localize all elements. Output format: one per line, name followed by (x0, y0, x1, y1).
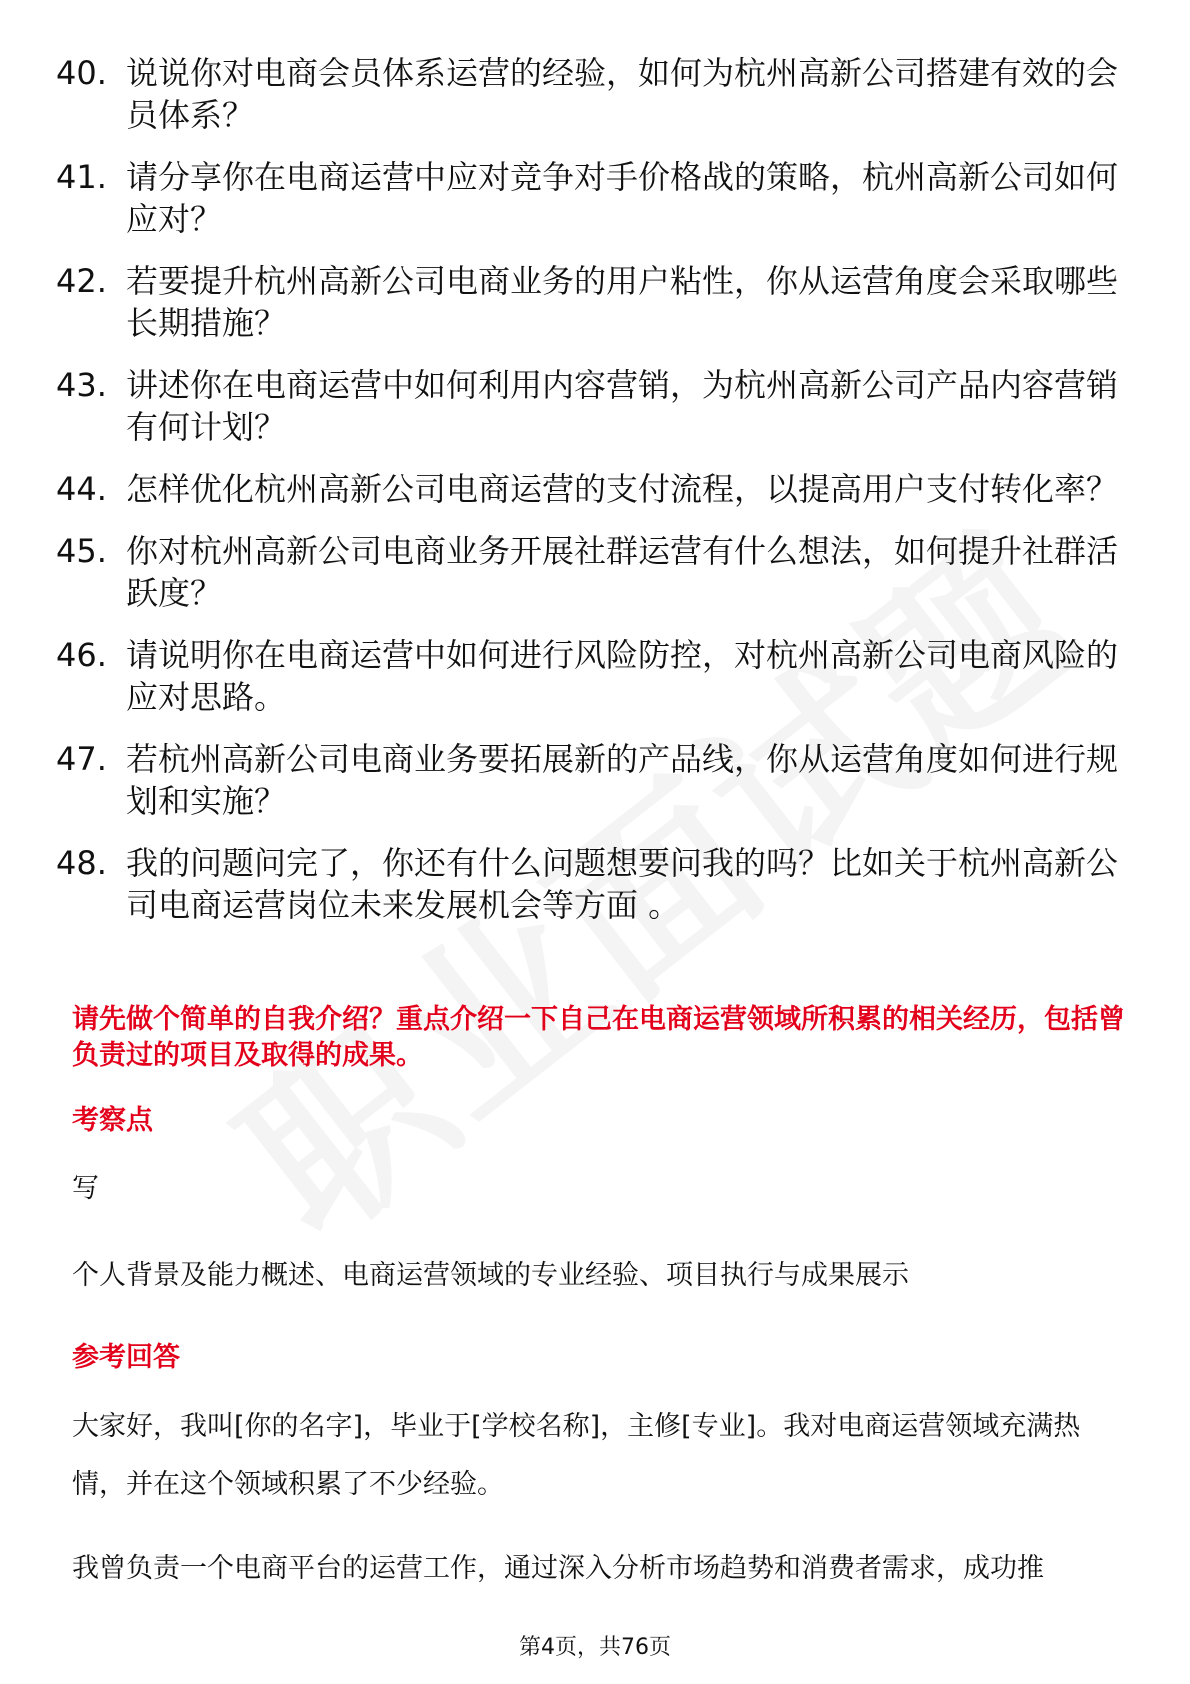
write-prompt: 写 (72, 1173, 99, 1204)
reference-answer-heading: 参考回答 (72, 1342, 180, 1373)
reference-paragraph: 我曾负责一个电商平台的运营工作，通过深入分析市场趋势和消费者需求，成功推 (72, 1553, 1044, 1584)
question-text: 请说明你在电商运营中如何进行风险防控，对杭州高新公司电商风险的应对思路。 (126, 636, 1119, 716)
question-text: 我的问题问完了，你还有什么问题想要问我的吗？比如关于杭州高新公司电商运营岗位未来发展机会等方面 。 (126, 844, 1119, 924)
question-text: 讲述你在电商运营中如何利用内容营销，为杭州高新公司产品内容营销有何计划？ (126, 366, 1119, 446)
highlight-question: 请先做个简单的自我介绍？重点介绍一下自己在电商运营领域所积累的相关经历，包括曾负责过的项目及取得的成果。 (72, 1004, 1125, 1071)
page-number: 第4页，共76页 (519, 1635, 671, 1660)
reference-paragraph: 大家好，我叫[你的名字]，毕业于[学校名称]，主修[专业]。我对电商运营领域充满热情，并在这个领域积累了不少经验。 (72, 1411, 1081, 1500)
question-item (56, 260, 1136, 344)
question-item (56, 738, 1136, 822)
question-item (56, 364, 1136, 448)
question-item (56, 842, 1136, 926)
exam-points-content: 个人背景及能力概述、电商运营领域的专业经验、项目执行与成果展示 (72, 1260, 909, 1291)
question-number: 44. (56, 470, 107, 508)
question-number: 43. (56, 366, 107, 404)
question-number: 47. (56, 740, 107, 778)
question-text: 你对杭州高新公司电商业务开展社群运营有什么想法，如何提升社群活跃度？ (126, 532, 1119, 612)
question-number: 41. (56, 158, 107, 196)
question-text: 怎样优化杭州高新公司电商运营的支付流程，以提高用户支付转化率？ (126, 470, 1119, 508)
question-item (56, 468, 1136, 510)
question-number: 46. (56, 636, 107, 674)
question-list (56, 52, 1136, 946)
question-number: 42. (56, 262, 107, 300)
question-text: 请分享你在电商运营中应对竞争对手价格战的策略，杭州高新公司如何应对？ (126, 158, 1119, 238)
question-text: 若要提升杭州高新公司电商业务的用户粘性，你从运营角度会采取哪些长期措施？ (126, 262, 1119, 342)
question-text: 说说你对电商会员体系运营的经验，如何为杭州高新公司搭建有效的会员体系？ (126, 54, 1119, 134)
question-number: 40. (56, 54, 107, 92)
question-item (56, 530, 1136, 614)
question-text: 若杭州高新公司电商业务要拓展新的产品线，你从运营角度如何进行规划和实施？ (126, 740, 1119, 820)
question-item (56, 52, 1136, 136)
question-number: 45. (56, 532, 107, 570)
question-item (56, 156, 1136, 240)
question-item (56, 634, 1136, 718)
question-number: 48. (56, 844, 107, 882)
exam-points-heading: 考察点 (72, 1105, 153, 1136)
